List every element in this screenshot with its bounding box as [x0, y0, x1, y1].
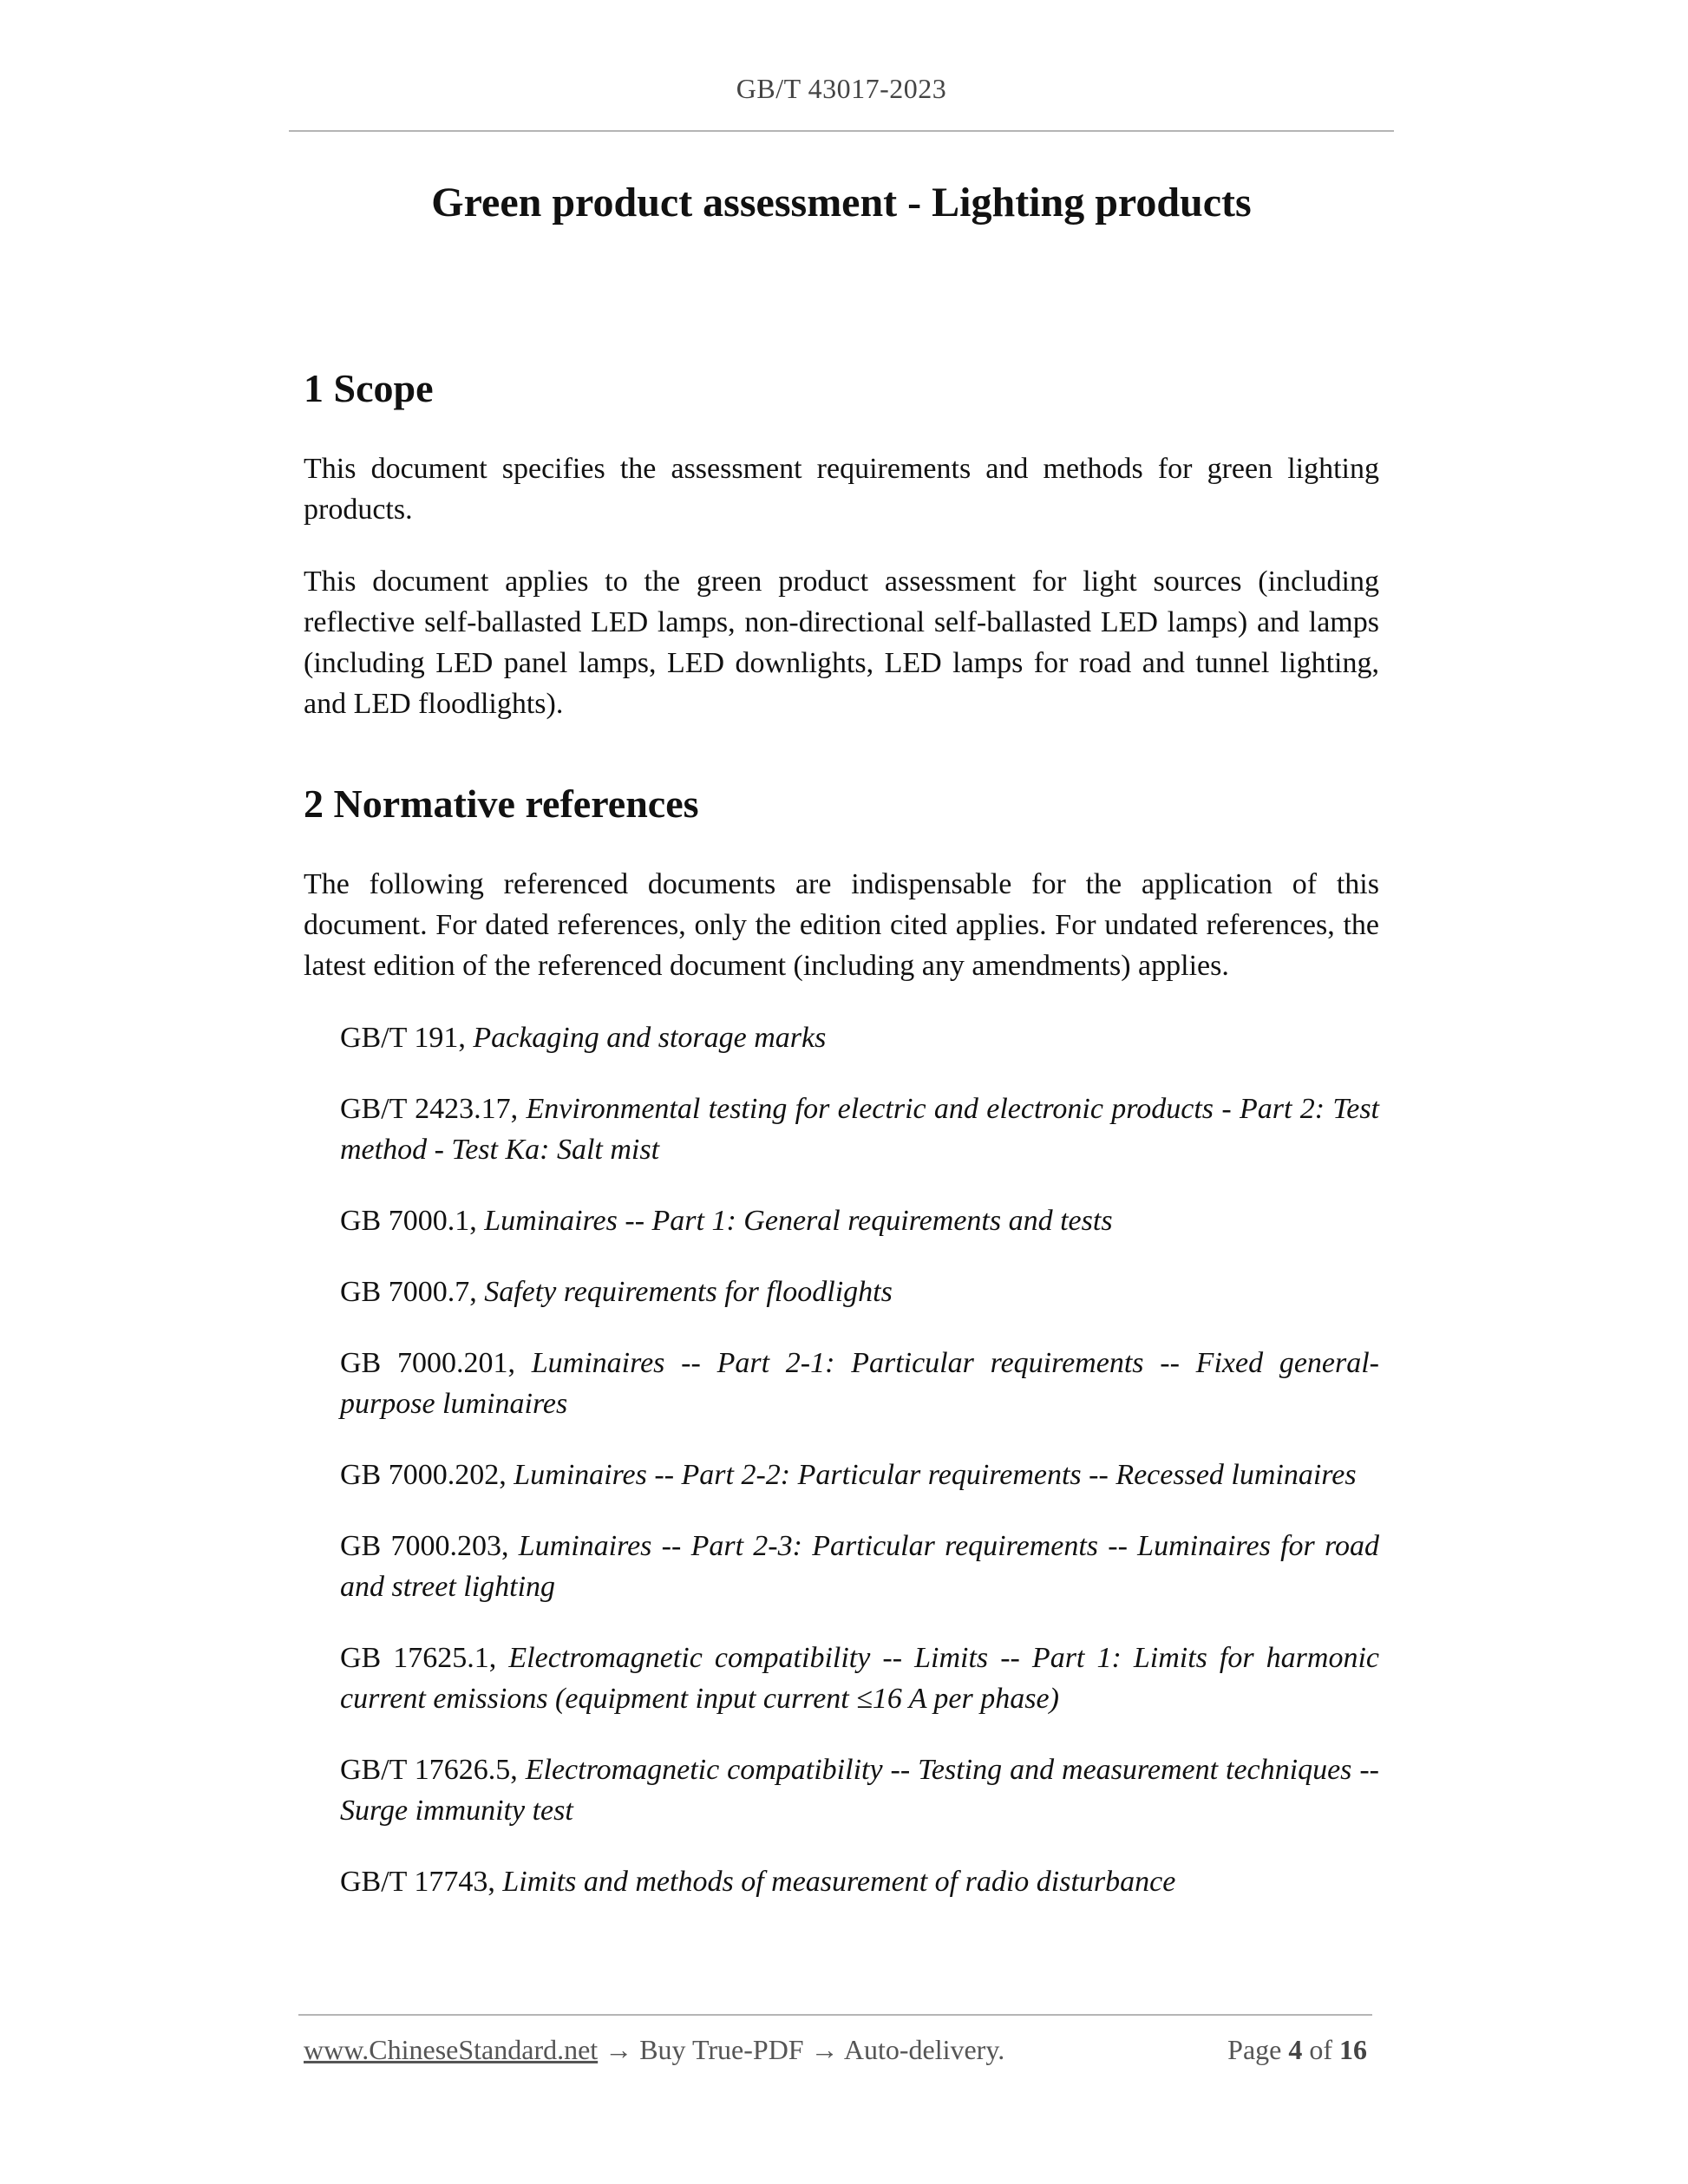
- scope-paragraph-1: This document specifies the assessment requirements and methods for green lighting products.: [304, 453, 1379, 526]
- page-number: 4: [1288, 2034, 1303, 2065]
- reference-code: GB 7000.1,: [340, 1205, 477, 1238]
- reference-title: Safety requirements for floodlights: [484, 1276, 893, 1309]
- reference-item: [340, 1526, 1379, 1607]
- reference-item: [340, 1749, 1379, 1831]
- reference-list: [340, 1017, 1379, 1902]
- reference-code: GB 7000.201,: [340, 1347, 515, 1380]
- footer-promo: [304, 2034, 1004, 2066]
- reference-code: GB/T 2423.17,: [340, 1093, 519, 1126]
- page-label: Page: [1227, 2034, 1282, 2065]
- reference-code: GB/T 191,: [340, 1022, 466, 1055]
- reference-title: Luminaires -- Part 2-1: Particular requirements -- Fixed general-purpose luminaires: [340, 1347, 1380, 1421]
- section-heading-normative-references: 2 Normative references: [304, 781, 699, 827]
- total-pages: 16: [1339, 2034, 1367, 2065]
- footer-divider: [298, 2014, 1372, 2016]
- reference-item: [340, 1638, 1379, 1719]
- reference-code: GB 7000.203,: [340, 1530, 509, 1563]
- reference-title: Luminaires -- Part 1: General requirements and tests: [484, 1205, 1113, 1238]
- promo-text: → Buy True-PDF → Auto-delivery.: [598, 2034, 1005, 2065]
- reference-item: [340, 1861, 1379, 1902]
- reference-title: Luminaires -- Part 2-2: Particular requirements -- Recessed luminaires: [514, 1459, 1357, 1492]
- header-divider: [289, 130, 1394, 132]
- page-indicator: [1227, 2034, 1367, 2066]
- reference-item: [340, 1343, 1379, 1424]
- reference-item: [340, 1200, 1379, 1241]
- running-header: GB/T 43017-2023: [736, 73, 947, 104]
- reference-title: Luminaires -- Part 2-3: Particular requirements -- Luminaires for road and street lighting: [340, 1530, 1380, 1604]
- normative-references-intro: The following referenced documents are indispensable for the application of this document. For dated references, only the edition cited applies. For undated references, the latest edition of the referenced document (including any amendments) applies.: [304, 868, 1379, 983]
- reference-title: Packaging and storage marks: [473, 1022, 827, 1055]
- section-heading-scope: 1 Scope: [304, 366, 434, 410]
- reference-code: GB 17625.1,: [340, 1642, 497, 1675]
- scope-paragraph-2: This document applies to the green product assessment for light sources (including reflective self-ballasted LED lamps, non-directional self-ballasted LED lamps) and lamps (including LED panel lamps, LED downlights, LED lamps for road and tunnel lighting, and LED floodlights).: [304, 566, 1379, 721]
- reference-code: GB/T 17626.5,: [340, 1754, 518, 1787]
- reference-title: Electromagnetic compatibility -- Limits -- Part 1: Limits for harmonic current emissions (equipment input current ≤16 A per phase): [340, 1642, 1380, 1716]
- reference-title: Electromagnetic compatibility -- Testing and measurement techniques -- Surge immunity test: [340, 1754, 1379, 1828]
- reference-code: GB 7000.7,: [340, 1276, 477, 1309]
- reference-title: Limits and methods of measurement of radio disturbance: [502, 1866, 1176, 1899]
- document-title: Green product assessment - Lighting products: [431, 180, 1252, 226]
- document-body: [304, 364, 1379, 1932]
- reference-item: [340, 1089, 1379, 1170]
- reference-code: GB 7000.202,: [340, 1459, 507, 1492]
- site-link[interactable]: www.ChineseStandard.net: [304, 2034, 599, 2065]
- of-label: of: [1309, 2034, 1332, 2065]
- reference-code: GB/T 17743,: [340, 1866, 495, 1899]
- reference-item: [340, 1455, 1379, 1495]
- reference-item: [340, 1272, 1379, 1312]
- reference-item: [340, 1017, 1379, 1058]
- reference-title: Environmental testing for electric and electronic products - Part 2: Test method - Test Ka: Salt mist: [340, 1093, 1379, 1167]
